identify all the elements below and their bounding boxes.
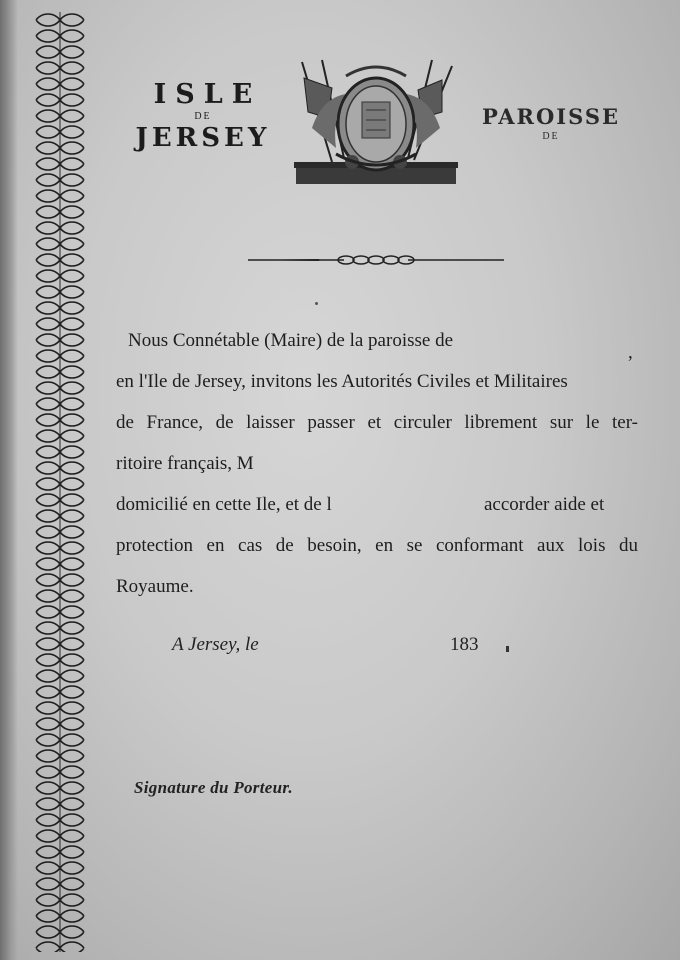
header-jersey: JERSEY [135, 123, 271, 153]
header-isle: ISLE [153, 79, 262, 110]
dateline-place: A Jersey, le [172, 634, 259, 655]
body-line-5-end: accorder aide et [484, 494, 605, 515]
scroll-border-icon [28, 12, 92, 952]
header-right [466, 104, 636, 144]
page-edge-shadow [0, 0, 18, 960]
header-paroisse: PAROISSE [481, 104, 620, 129]
signature-label: Signature du Porteur. [134, 778, 293, 797]
body-line-6: protection en cas de besoin, en se conformant aux lois du [116, 535, 638, 556]
coat-of-arms-icon [292, 58, 460, 188]
ink-speck [315, 302, 318, 305]
header-de-left: DE [194, 111, 212, 122]
header-de-right: DE [542, 131, 560, 142]
dateline-year: 183 [450, 634, 479, 655]
body-line-5-start: domicilié en cette Ile, et de l [116, 494, 332, 515]
ornamental-border [28, 12, 92, 952]
body-line-1-comma: , [628, 342, 633, 363]
body-line-2: en l'Ile de Jersey, invitons les Autorités Civiles et Militaires [116, 371, 568, 392]
dateline-mark [506, 646, 509, 652]
body-line-1: Nous Connétable (Maire) de la paroisse de [128, 330, 454, 351]
body-line-7: Royaume. [116, 576, 194, 597]
body-line-4: ritoire français, M [116, 453, 254, 474]
body-line-3: de France, de laisser passer et circuler librement sur le ter- [116, 412, 638, 433]
header-left [128, 80, 278, 152]
ornamental-divider-icon [248, 250, 504, 270]
